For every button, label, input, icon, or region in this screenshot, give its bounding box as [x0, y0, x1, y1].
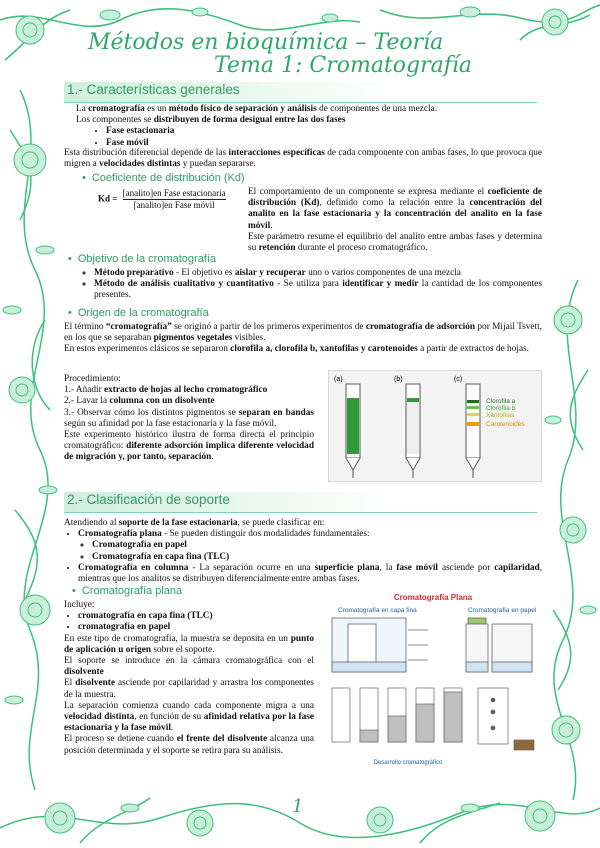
section-heading-2: 2.- Clasificación de soporte: [64, 492, 537, 513]
plana-text: Incluye: • cromatografía en capa fina (TLC) • cromatografía en papel En este tipo de cromatografía, la muestra se deposita en un punto de aplicación u origen sobre el soporte. El soporte se introduce en la cámara cromatográfica con el disolvente El disolvente asciende por capilaridad y arrastra los componentes de la muestra. La separación comienza cuando cada componente migra a una velocidad distinta, en función de su afinidad relativa por la fase estacionaria y la fase móvil. El proceso se detiene cuando el frente del disolvente alcanza una posición determinada y el soporte se retira para su análisis.: [64, 600, 314, 757]
list-item: • Cromatografía en columna - La separación ocurre en una superficie plana, la fase móvil asciende por capilaridad, mientras que los analitos se distribuyen diferencialmente entre ambas fases.: [78, 563, 542, 585]
legend-clorofila-a: Clorofila a: [486, 398, 516, 405]
legend-carotenoides: Carotenoides: [486, 421, 525, 428]
kd-equation: Kd = $\frac{\text{[analito]en Fase estacionaria}}{\text{[analito]en Fase móvil}}$: [98, 188, 226, 210]
floral-border-left: [0, 90, 70, 790]
list-item: • cromatografía en capa fina (TLC): [78, 611, 314, 622]
list-item: Fase estacionaria: [106, 126, 175, 137]
development-strips: [332, 688, 534, 750]
page-number: 1: [292, 796, 304, 817]
paper-chamber: [466, 618, 532, 672]
origin-text: El término “cromatografía” se originó a partir de los primeros experimentos de cromatografía de adsorción por Mijail Tsvett, en los que se separaban pigmentos vegetales visibles. En estos experimentos clásicos se separaron clorofila a, clorofila b, xantofilas y carotenoides a partir de extractos de hojas.: [64, 322, 542, 355]
figure-xlabel: Desarrollo cromatográfico: [373, 760, 443, 766]
list-item: • cromatografía en papel: [78, 622, 314, 633]
column-chromatography-figure: [328, 370, 542, 482]
legend-xantofilas: Xantofilas: [486, 412, 515, 419]
legend-clorofila-b: Clorofila b: [486, 405, 516, 412]
document-title-line1: Métodos en bioquímica – Teoría: [88, 30, 444, 55]
list-item: ◦ Cromatografía en capa fina (TLC): [92, 552, 542, 563]
document-title-line2: Tema 1: Cromatografía: [214, 53, 473, 78]
subheading-kd: • Coeficiente de distribución (Kd): [82, 172, 245, 184]
list-item: ◦ Cromatografía en papel: [92, 540, 542, 551]
figure-subtitle-paper: Cromatografía en papel: [468, 607, 537, 614]
subheading-objective: • Objetivo de la cromatografía: [68, 253, 217, 265]
planar-chromatography-figure: [318, 590, 548, 770]
section-heading-1: 1.- Características generales: [64, 82, 537, 103]
phase-list: [76, 126, 542, 148]
figure-title: Cromatografía Plana: [393, 593, 473, 602]
list-item: ◦ Método preparativo - El objetivo es aislar y recuperar uno o varios componentes de una mezcla: [94, 268, 542, 279]
list-item: • Cromatografía plana - Se pueden distinguir dos modalidades fundamentales: ◦ Cromatografía en papel ◦ Cromatografía en capa fina (TLC): [78, 529, 542, 563]
kd-explanation: El comportamiento de un componente se expresa mediante el coeficiente de distribución (Kd), definido como la relación entre la concentración del analito en la fase estacionaria y la concentración del analito en la fase móvil. Este parámetro resume el equilibrio del analito entre ambas fases y determina su retención durante el proceso cromatográfico.: [248, 187, 542, 254]
figure-label-b: (b): [394, 376, 403, 383]
section1-intro: La cromatografía es un método físico de separación y análisis de componentes de una mezcla. Los componentes se distribuyen de forma desigual entre las dos fases • Fase estacionaria • Fase móvil: [76, 104, 542, 149]
figure-label-a: (a): [334, 376, 343, 383]
section1-distribution-text: Esta distribución diferencial depende de las interacciones específicas de cada componente con ambas fases, lo que provoca que migren a velocidades distintas y puedan separarse.: [64, 148, 543, 170]
list-item: Fase móvil: [106, 137, 149, 148]
figure-label-c: (c): [454, 376, 463, 383]
procedure-text: Procedimiento: 1.- Añadir extracto de hojas al lecho cromatográfico 2.- Lavar la columna con un disolvente 3.- Observar cómo los distintos pigmentos se separan en bandas según su afinidad por la fase estacionaria y la fase móvil. Este experimento histórico ilustra de forma directa el principio cromatográfico: diferente adsorción implica diferente velocidad de migración y, por tanto, separación.: [64, 374, 314, 463]
section2-intro: Atendiendo al soporte de la fase estacionaria, se puede clasificar en: • Cromatografía plana - Se pueden distinguir dos modalidades fundamentales: ◦ Cromatografía en papel ◦ Cromatografía en capa fina (TLC) • Cromatografía en columna - La separación ocurre en una superficie plana, la fase móvil asciende por capilaridad, mientras que los analitos se distribuyen diferencialmente entre ambas fases.: [64, 518, 542, 585]
subheading-origin: • Origen de la cromatografía: [68, 307, 209, 319]
objective-list: [80, 268, 542, 302]
figure-subtitle-tlc: Cromatografía en capa fina: [338, 607, 417, 614]
subheading-plana: • Cromatografía plana: [72, 585, 183, 597]
list-item: ◦ Método de análisis cualitativo y cuantitativo - Se utiliza para identificar y medir la cantidad de los componentes presentes.: [94, 279, 542, 301]
